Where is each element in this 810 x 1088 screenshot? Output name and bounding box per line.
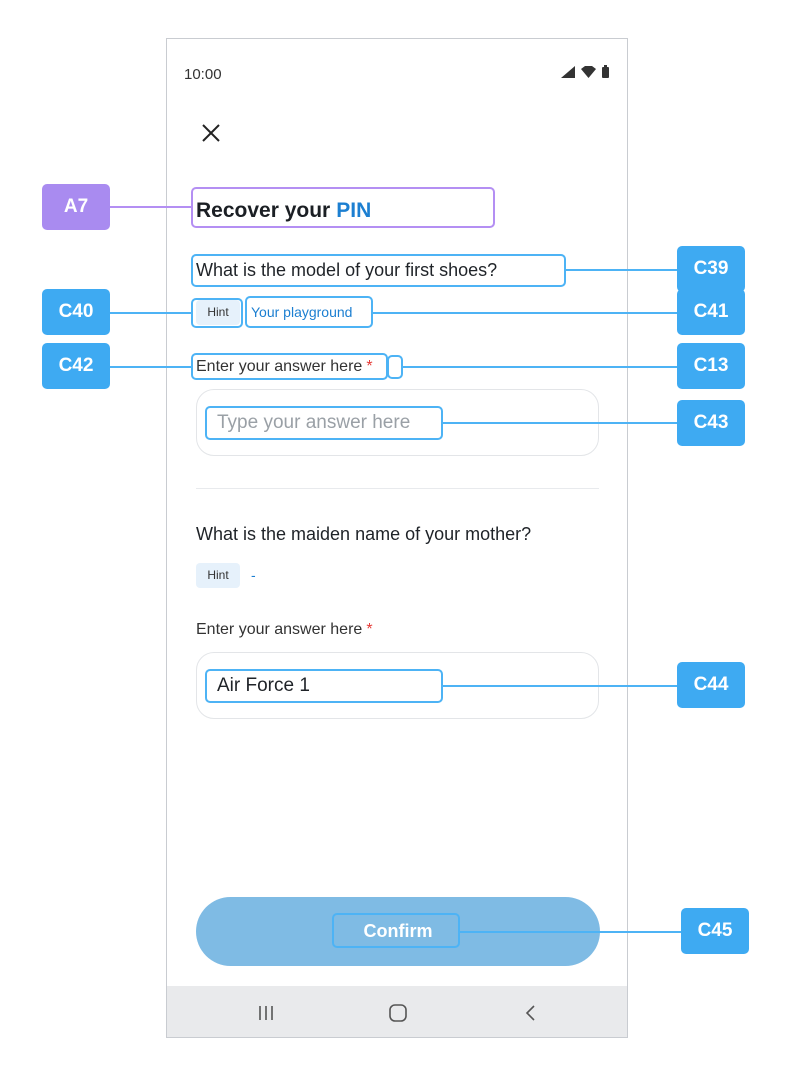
annotation-box-c43 — [205, 406, 443, 440]
question-2-hint-badge: Hint — [196, 563, 240, 588]
annotation-line-c40 — [110, 312, 191, 314]
annotation-tag-c41: C41 — [677, 289, 745, 335]
annotation-line-c42 — [110, 366, 191, 368]
annotation-box-c40 — [191, 298, 243, 328]
annotation-line-c41 — [373, 312, 677, 314]
annotation-line-c43 — [443, 422, 677, 424]
title-prefix: Recover your — [196, 199, 331, 222]
question-2-hint-value: - — [251, 567, 256, 583]
annotation-box-c42 — [191, 353, 388, 380]
annotation-tag-c44: C44 — [677, 662, 745, 708]
required-asterisk: * — [366, 621, 373, 638]
annotation-tag-c42: C42 — [42, 343, 110, 389]
question-1-label-text: Enter your answer here — [196, 358, 363, 375]
annotation-box-a7 — [191, 187, 495, 228]
question-1-hint-badge: Hint — [196, 300, 240, 325]
annotation-tag-c40: C40 — [42, 289, 110, 335]
divider — [196, 488, 599, 489]
annotation-line-c39 — [566, 269, 677, 271]
back-icon — [518, 1000, 544, 1026]
back-button[interactable] — [518, 1000, 544, 1026]
question-1-placeholder: Type your answer here — [217, 412, 411, 433]
home-icon — [385, 1000, 411, 1026]
question-2-value: Air Force 1 — [217, 675, 310, 696]
annotation-box-c45 — [332, 913, 460, 948]
home-button[interactable] — [385, 1000, 411, 1026]
wifi-icon — [581, 66, 596, 78]
annotation-tag-a7: A7 — [42, 184, 110, 230]
annotation-line-c13 — [403, 366, 677, 368]
annotation-tag-c43: C43 — [677, 400, 745, 446]
close-icon — [197, 119, 225, 147]
recent-apps-button[interactable] — [253, 1000, 279, 1026]
status-icons — [561, 65, 609, 78]
annotation-tag-c39: C39 — [677, 246, 745, 292]
question-1-hint-value: Your playground — [251, 304, 353, 320]
question-2-label-text: Enter your answer here — [196, 621, 363, 638]
signal-icon — [561, 66, 575, 78]
annotation-box-c39 — [191, 254, 566, 287]
annotation-box-c13 — [387, 355, 403, 379]
annotation-tag-c13: C13 — [677, 343, 745, 389]
annotation-tag-c45: C45 — [681, 908, 749, 954]
recent-apps-icon — [253, 1000, 279, 1026]
annotation-box-c41 — [245, 296, 373, 328]
close-button[interactable] — [197, 119, 225, 147]
navigation-bar — [167, 986, 627, 1038]
required-asterisk: * — [366, 358, 373, 375]
confirm-button[interactable]: Confirm — [196, 897, 600, 966]
annotation-line-c44 — [443, 685, 677, 687]
title-accent: PIN — [336, 199, 372, 222]
status-time: 10:00 — [184, 66, 222, 83]
question-1-text: What is the model of your first shoes? — [196, 260, 498, 280]
question-2-text: What is the maiden name of your mother? — [196, 524, 532, 544]
annotation-line-a7 — [110, 206, 191, 208]
annotation-box-c44 — [205, 669, 443, 703]
question-2-field-label — [196, 621, 373, 639]
annotation-line-c45 — [460, 931, 681, 933]
battery-icon — [602, 65, 609, 78]
